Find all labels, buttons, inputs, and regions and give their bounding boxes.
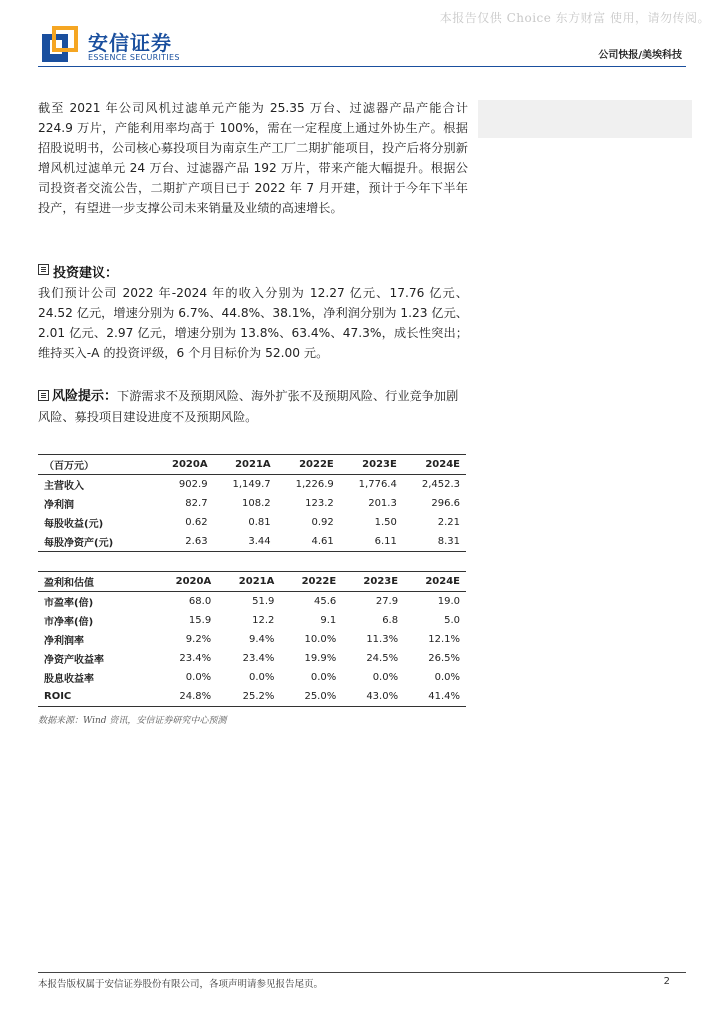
row-label: 每股收益(元) xyxy=(44,519,104,530)
table-cell: 4.61 xyxy=(277,532,340,552)
table-cell: 11.3% xyxy=(366,634,399,645)
table-cell: 25.0% xyxy=(280,687,342,707)
table-cell: 2.21 xyxy=(437,517,460,528)
table-cell: 1,149.7 xyxy=(232,479,271,490)
table-cell: 45.6 xyxy=(313,596,337,607)
list-bullet-icon xyxy=(38,387,49,407)
table-row xyxy=(38,668,466,687)
data-source-note: 数据来源：Wind 资讯，安信证券研究中心预测 xyxy=(38,716,227,726)
table-header-cell: 2023E xyxy=(340,455,403,475)
table-cell: 123.2 xyxy=(305,498,334,509)
table-cell: 108.2 xyxy=(242,498,271,509)
table-header-cell: 2022E xyxy=(277,455,340,475)
table-cell: 0.62 xyxy=(185,517,208,528)
table-cell: 12.1% xyxy=(428,634,460,645)
table-cell: 26.5% xyxy=(428,653,460,664)
row-label: 净利润 xyxy=(44,500,74,511)
table-cell: 23.4% xyxy=(179,653,212,664)
table-cell: 6.11 xyxy=(340,532,403,552)
table-cell: 24.5% xyxy=(366,653,399,664)
table-cell: 19.0 xyxy=(437,596,460,607)
table-cell: 0.0% xyxy=(310,672,337,683)
table-cell: 9.2% xyxy=(185,634,212,645)
table-cell: 68.0 xyxy=(188,596,212,607)
table-cell: 0.0% xyxy=(372,672,399,683)
paragraph-capacity: 截至 2021 年公司风机过滤单元产能为 25.35 万台、过滤器产品产能合计 224.9 万片，产能利用率均高于 100%，需在一定程度上通过外协生产。根据招股说明书，公司核心募投项目为南京生产工厂二期扩能项目，投产后将分别新增风机过滤单元 24 万台、过滤器产品 192 万片，带来产能大幅提升。根据公司投资者交流公告，二期扩产项目已于 2022 年 7 月开建，预计于今年下半年投产，有望进一步支撑公司未来销量及业绩的高速增长。 xyxy=(38,101,468,215)
table-header-cell: 2024E xyxy=(403,455,466,475)
table-cell: 902.9 xyxy=(178,479,208,490)
table-cell: 23.4% xyxy=(242,653,275,664)
row-label: 股息收益率 xyxy=(44,674,94,685)
paragraph-invest: 我们预计公司 2022 年-2024 年的收入分别为 12.27 亿元、17.76 亿元、24.52 亿元，增速分别为 6.7%、44.8%、38.1%，净利润分别为 1.23 亿元、2.01 亿元、2.97 亿元，增速分别为 13.8%、63.4%、47.3%，成长性突出；维持买入-A 的投资评级，6 个月目标价为 52.00 元。 xyxy=(38,286,468,360)
risk-block xyxy=(38,386,468,427)
table-cell: 5.0 xyxy=(444,615,460,626)
table-row xyxy=(38,687,466,707)
table-cell: 3.44 xyxy=(214,532,277,552)
table-cell: 43.0% xyxy=(342,687,404,707)
table-header-cell: 2024E xyxy=(404,572,466,592)
table-cell: 0.92 xyxy=(311,517,334,528)
table-cell: 9.4% xyxy=(248,634,275,645)
row-label: 市净率(倍) xyxy=(44,617,94,628)
table-cell: 1,776.4 xyxy=(358,479,397,490)
table-cell: 15.9 xyxy=(188,615,212,626)
row-label: 主营收入 xyxy=(44,481,84,492)
table-cell: 1.50 xyxy=(374,517,397,528)
table-cell: 25.2% xyxy=(217,687,280,707)
row-label: 净资产收益率 xyxy=(44,655,104,666)
footer-divider xyxy=(38,972,686,973)
table-row xyxy=(38,649,466,668)
table-cell: 9.1 xyxy=(320,615,337,626)
table-cell: 0.0% xyxy=(248,672,275,683)
logo-mark-icon xyxy=(40,26,80,66)
table-header-cell: 盈利和估值 xyxy=(38,572,154,592)
table-header-cell: 2021A xyxy=(214,455,277,475)
row-label: ROIC xyxy=(38,687,154,707)
table-cell: 41.4% xyxy=(404,687,466,707)
table-header-cell: （百万元） xyxy=(38,455,154,475)
table-header-cell: 2023E xyxy=(342,572,404,592)
table-cell: 19.9% xyxy=(304,653,337,664)
table-header-row xyxy=(38,455,466,475)
table-header-row xyxy=(38,572,466,592)
table-row xyxy=(38,475,466,495)
table-row xyxy=(38,592,466,612)
table-cell: 0.0% xyxy=(434,672,460,683)
table-cell: 12.2 xyxy=(252,615,275,626)
table-header-cell: 2022E xyxy=(280,572,342,592)
table-cell: 51.9 xyxy=(252,596,275,607)
table-cell: 0.81 xyxy=(248,517,271,528)
table-header-cell: 2021A xyxy=(217,572,280,592)
table-cell: 296.6 xyxy=(431,498,460,509)
risk-text: 下游需求不及预期风险、海外扩张不及预期风险、行业竞争加剧风险、募投项目建设进度不及预期风险。 xyxy=(38,389,459,424)
table-cell: 2,452.3 xyxy=(421,479,460,490)
valuation-table xyxy=(38,571,466,707)
footer-disclaimer: 本报告版权属于安信证券股份有限公司，各项声明请参见报告尾页。 xyxy=(38,979,324,990)
table-cell: 1,226.9 xyxy=(295,479,334,490)
sidebar-box xyxy=(478,100,692,138)
table-row xyxy=(38,532,466,552)
table-header-cell: 2020A xyxy=(154,572,217,592)
logo xyxy=(40,26,240,66)
table-cell: 8.31 xyxy=(403,532,466,552)
table-row xyxy=(38,494,466,513)
table-cell: 201.3 xyxy=(368,498,397,509)
table-cell: 2.63 xyxy=(154,532,214,552)
table-row xyxy=(38,611,466,630)
table-cell: 24.8% xyxy=(154,687,217,707)
list-bullet-icon xyxy=(38,264,49,279)
brand-name-cn: 安信证券 xyxy=(88,31,172,55)
invest-heading-label: 投资建议： xyxy=(53,266,119,281)
page-number: 2 xyxy=(663,976,670,987)
table-row xyxy=(38,513,466,532)
header-divider xyxy=(38,66,686,67)
risk-heading: 风险提示： xyxy=(52,389,118,404)
table-cell: 82.7 xyxy=(185,498,208,509)
table-cell: 27.9 xyxy=(375,596,399,607)
row-label: 每股净资产(元) xyxy=(38,532,154,552)
table-cell: 0.0% xyxy=(185,672,212,683)
invest-heading xyxy=(38,262,118,281)
table-header-cell: 2020A xyxy=(154,455,214,475)
row-label: 净利润率 xyxy=(44,636,84,647)
table-row xyxy=(38,630,466,649)
table-cell: 10.0% xyxy=(304,634,337,645)
table-cell: 6.8 xyxy=(382,615,399,626)
watermark: 本报告仅供 Choice 东方财富 使用，请勿传阅。 xyxy=(439,11,710,25)
report-tag: 公司快报/美埃科技 xyxy=(598,50,682,61)
row-label: 市盈率(倍) xyxy=(44,598,94,609)
brand-name-en: ESSENCE SECURITIES xyxy=(88,53,180,62)
financial-table xyxy=(38,454,466,552)
